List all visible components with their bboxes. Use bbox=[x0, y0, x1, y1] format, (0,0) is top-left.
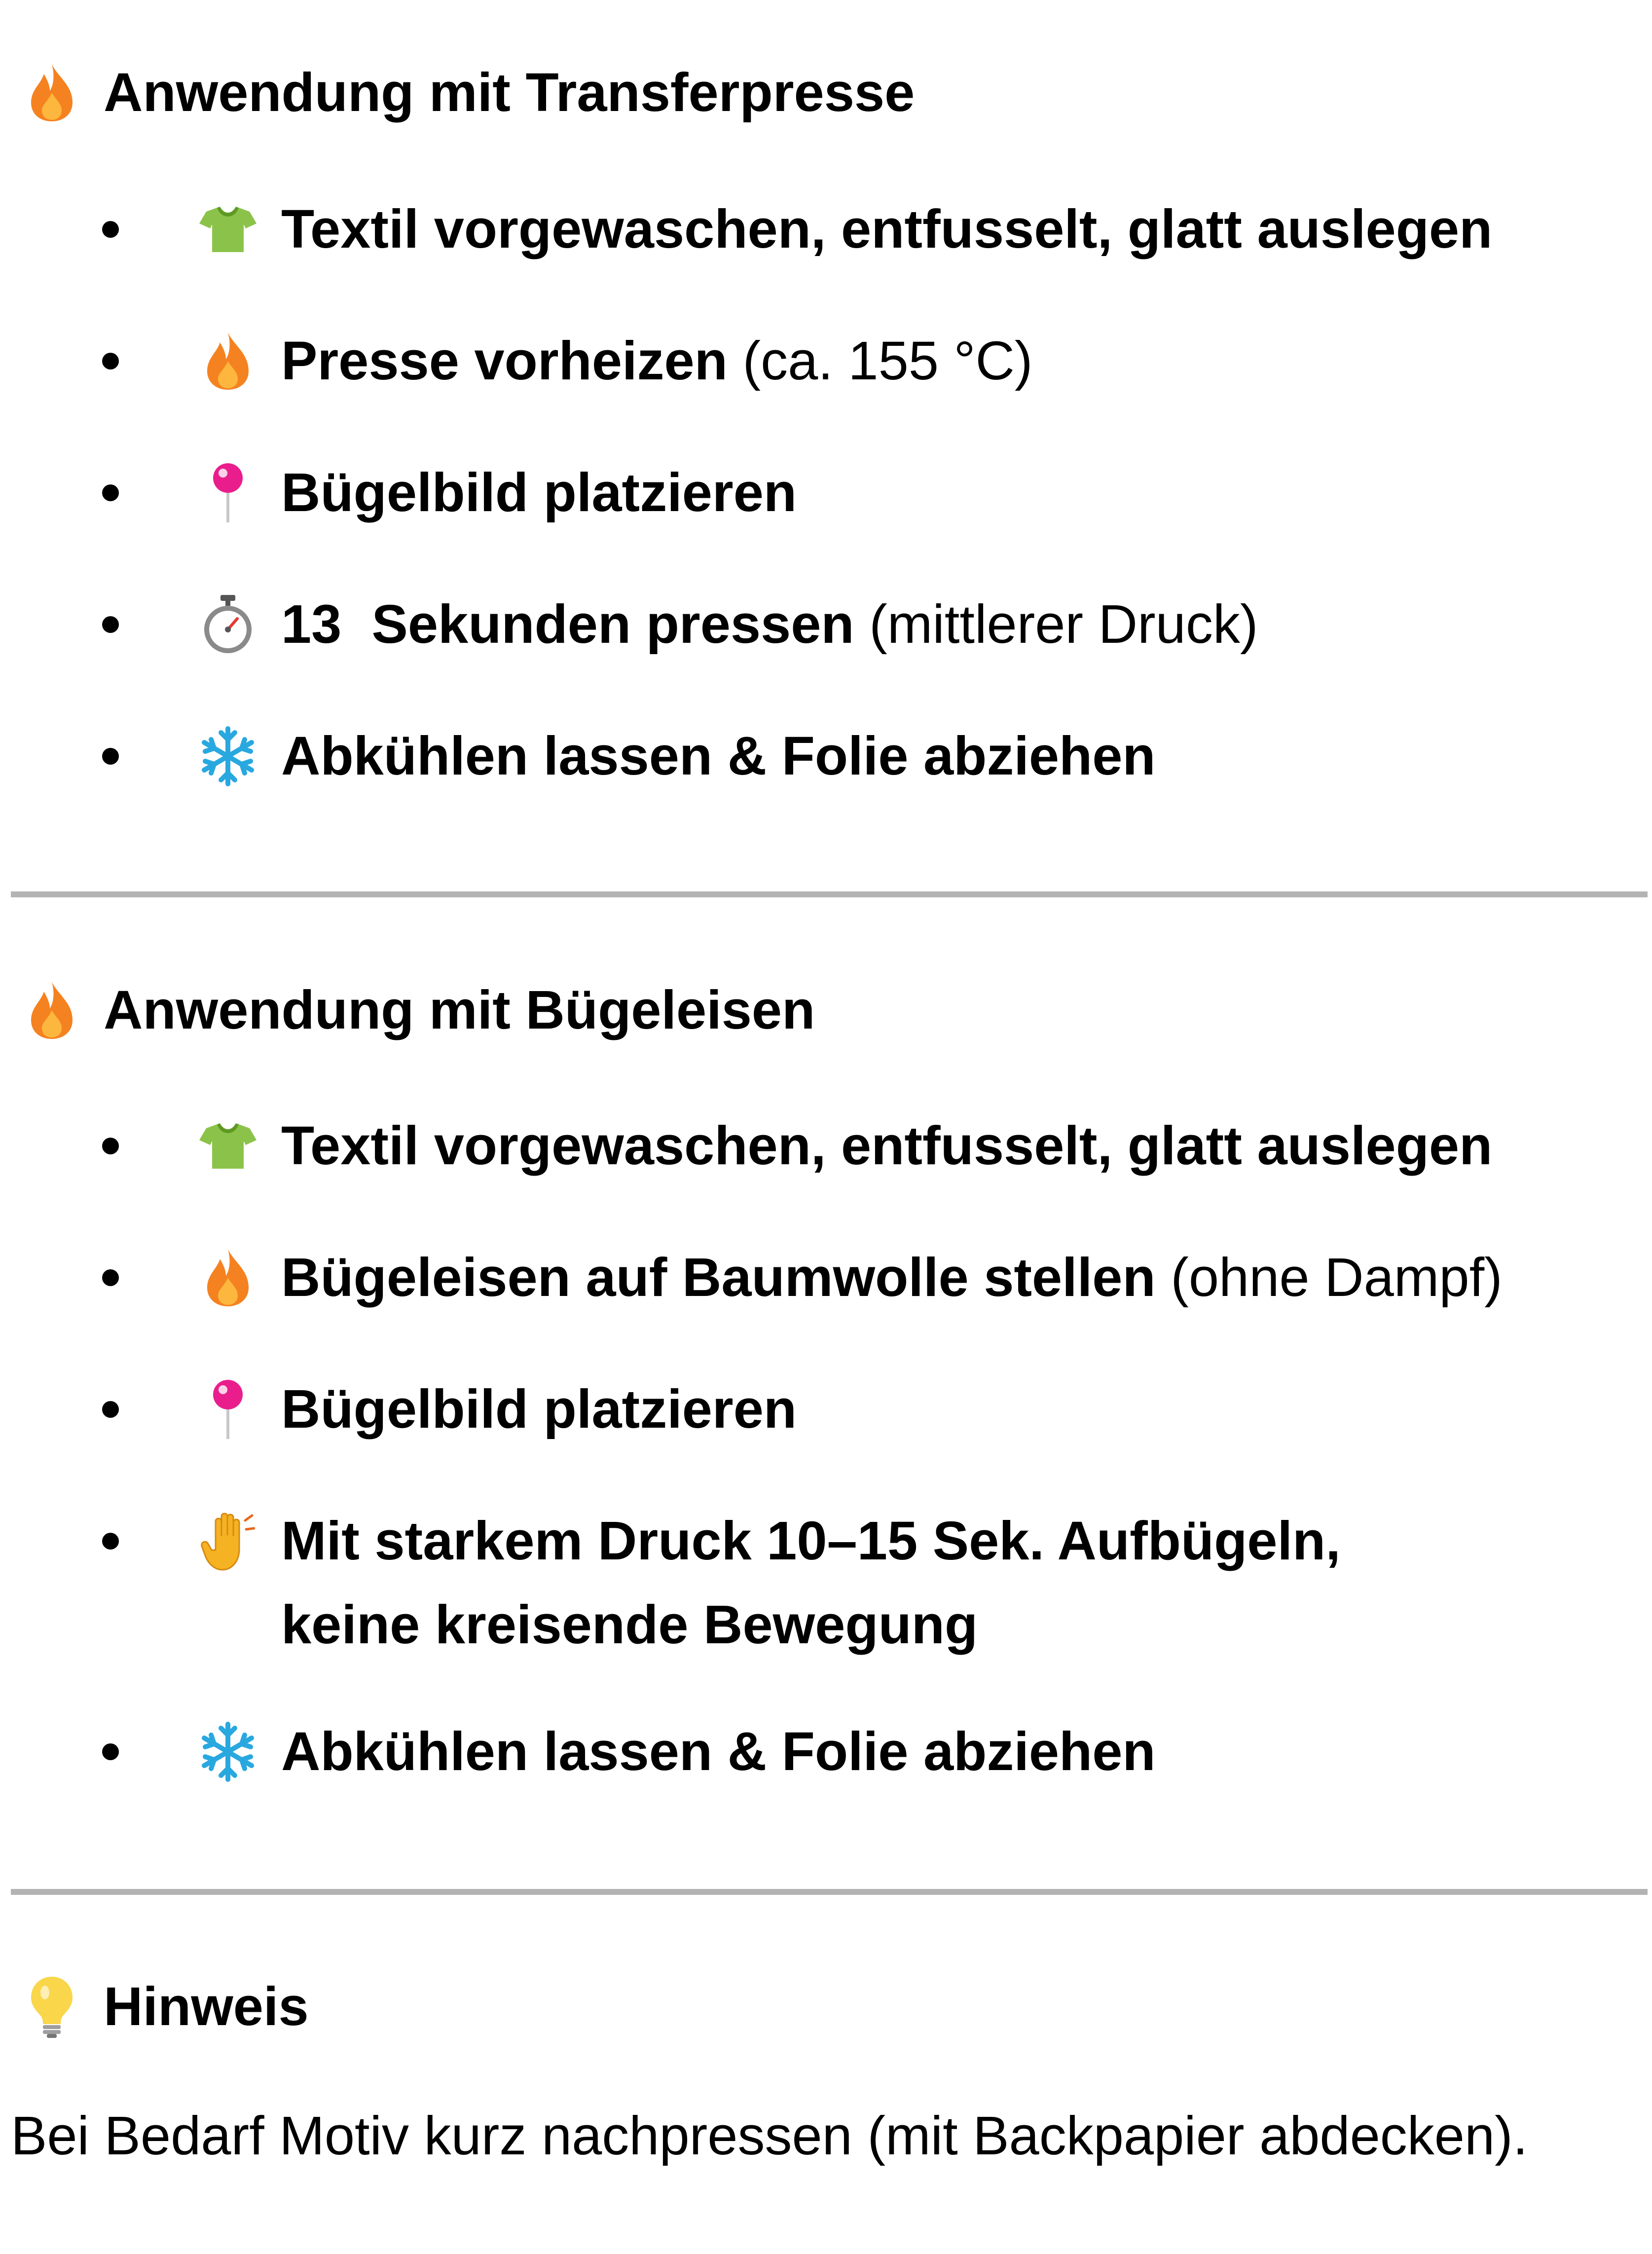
list-item-text: Bügelbild platzieren bbox=[281, 1379, 797, 1440]
tshirt-icon bbox=[197, 197, 258, 261]
note-text: Bei Bedarf Motiv kurz nachpressen (mit Backpapier abdecken). bbox=[11, 2106, 1528, 2166]
divider bbox=[11, 1889, 1648, 1895]
bullet bbox=[102, 1533, 119, 1550]
note-title: Hinweis bbox=[104, 1976, 309, 2037]
snowflake-icon bbox=[197, 1720, 258, 1784]
snowflake-icon bbox=[197, 724, 258, 788]
tshirt-icon bbox=[197, 1114, 258, 1178]
bullet bbox=[102, 1138, 119, 1154]
list-item-text: Presse vorheizen (ca. 155 °C) bbox=[281, 331, 1033, 391]
list-item-text: Bügelbild platzieren bbox=[281, 462, 797, 523]
fire-icon bbox=[25, 978, 79, 1042]
pushpin-icon bbox=[197, 1377, 258, 1441]
bullet bbox=[102, 484, 119, 501]
bullet bbox=[102, 1401, 119, 1418]
section-heading-buegeleisen bbox=[25, 976, 815, 1045]
bullet bbox=[102, 616, 119, 633]
fire-icon bbox=[197, 1246, 258, 1310]
list-item-text: Mit starkem Druck 10–15 Sek. Aufbügeln, keine kreisende Bewegung bbox=[281, 1511, 1341, 1655]
bullet bbox=[102, 1743, 119, 1760]
section-title: Anwendung mit Bügeleisen bbox=[104, 980, 815, 1040]
note-heading bbox=[25, 1972, 309, 2041]
fire-icon bbox=[25, 61, 79, 125]
list-item-text: Bügeleisen auf Baumwolle stellen (ohne Dampf) bbox=[281, 1247, 1503, 1308]
section-heading-transferpresse bbox=[25, 58, 915, 127]
lightbulb-icon bbox=[25, 1975, 79, 2039]
bullet bbox=[102, 221, 119, 238]
raised-hand-icon bbox=[197, 1509, 258, 1573]
fire-icon bbox=[197, 329, 258, 393]
list-item-text: Textil vorgewaschen, entfusselt, glatt auslegen bbox=[281, 199, 1493, 259]
list-item-text: Textil vorgewaschen, entfusselt, glatt auslegen bbox=[281, 1115, 1493, 1176]
stopwatch-icon bbox=[197, 592, 258, 657]
section-title: Anwendung mit Transferpresse bbox=[104, 62, 915, 123]
divider bbox=[11, 891, 1648, 897]
bullet bbox=[102, 748, 119, 765]
bullet bbox=[102, 353, 119, 370]
list-item-text: 13 Sekunden pressen (mittlerer Druck) bbox=[281, 594, 1258, 655]
list-item-text: Abkühlen lassen & Folie abziehen bbox=[281, 726, 1156, 786]
list-item-text: Abkühlen lassen & Folie abziehen bbox=[281, 1721, 1156, 1782]
pushpin-icon bbox=[197, 461, 258, 525]
bullet bbox=[102, 1269, 119, 1286]
